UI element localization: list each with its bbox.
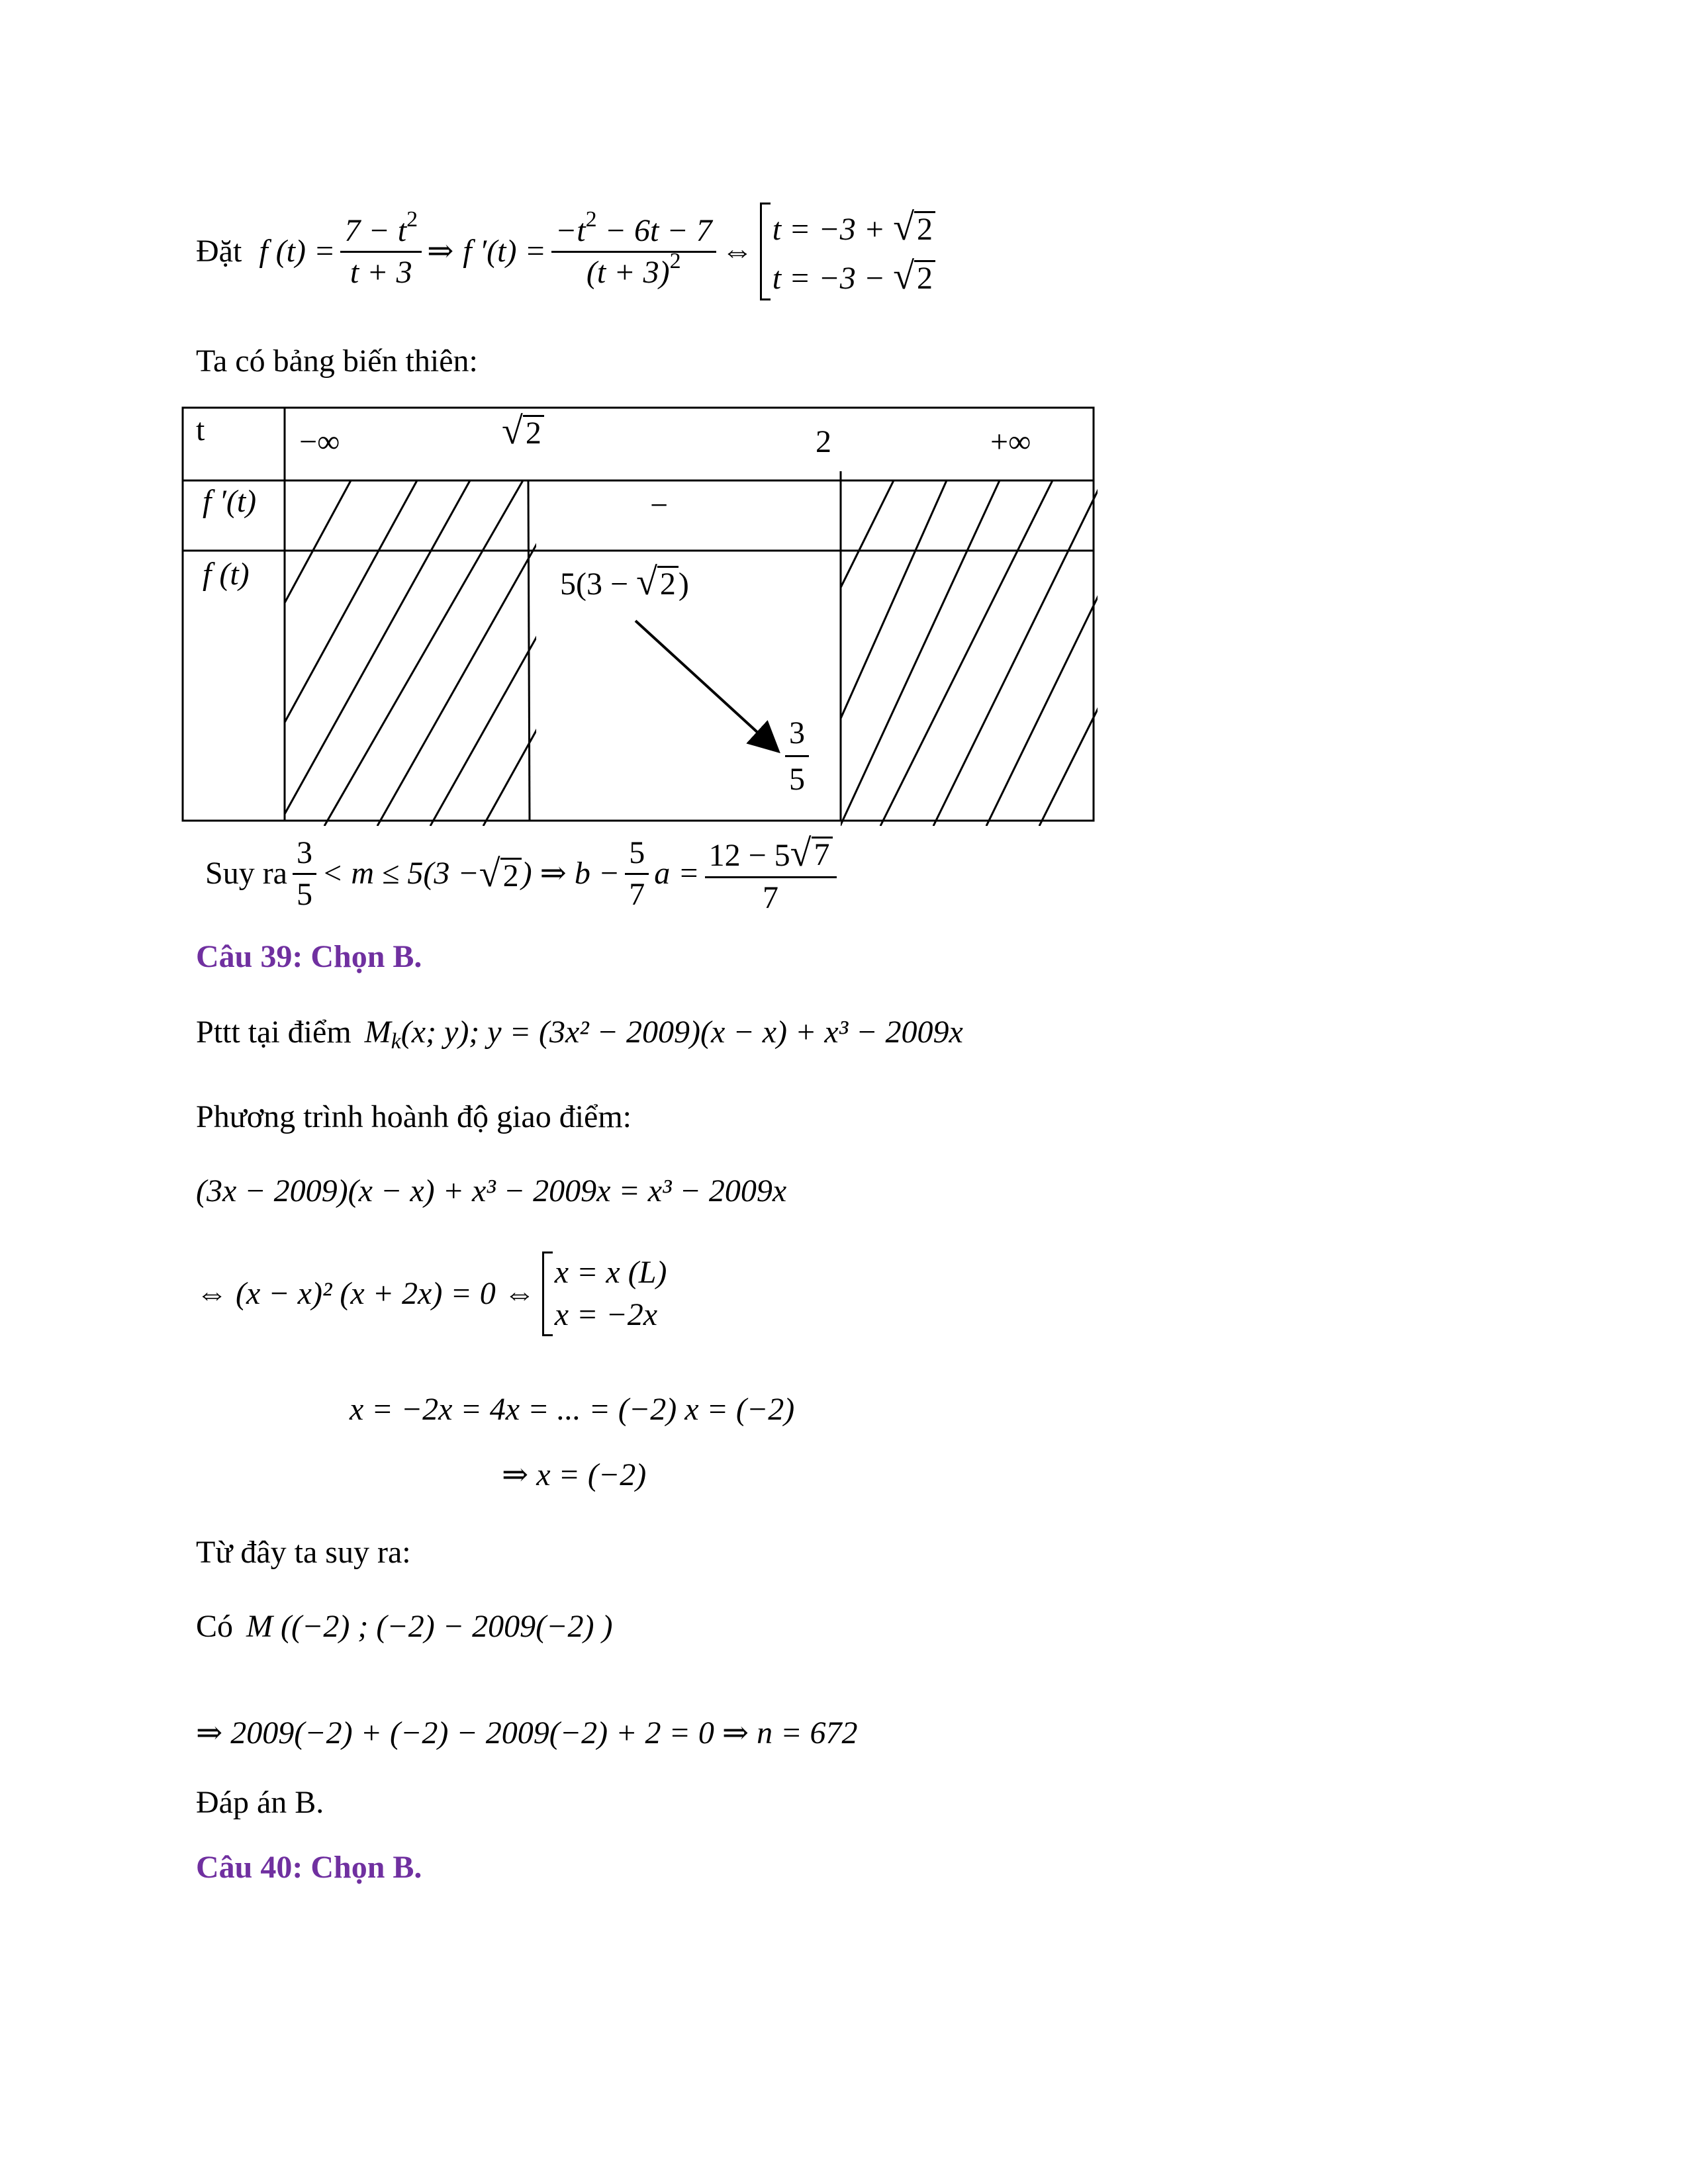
fraction-fprime: $\frac{-t^2 - 6t - 7}{(t + 3)^2}$: [551, 215, 716, 289]
decreasing-arrow: [635, 621, 774, 748]
tangent-equation: Pttt tại điểm M k (x; y); y = (3x² − 2009)(x − x) + x³ − 2009x: [196, 1015, 963, 1054]
question-40-heading: Câu 40: Chọn B.: [196, 1850, 422, 1885]
equiv-symbol: ⇔: [721, 234, 753, 269]
derivative-sign: −: [650, 488, 669, 523]
two-label: 2: [816, 424, 831, 459]
neg-infinity: −∞: [299, 424, 340, 459]
final-equation: ⇒ 2009(−2) + (−2) − 2009(−2) + 2 = 0 ⇒ n = 672: [196, 1715, 858, 1751]
recurrence-line: x = −2x = 4x = ... = (−2) x = (−2): [350, 1392, 795, 1427]
intersection-heading: Phương trình hoành độ giao điểm:: [196, 1099, 632, 1134]
row-label-f: f (t): [203, 557, 250, 592]
sqrt2-label: √ 2: [502, 412, 544, 451]
question-39-heading: Câu 39: Chọn B.: [196, 939, 422, 974]
row-label-t: t: [196, 412, 205, 447]
answer-text: Đáp án B.: [196, 1785, 324, 1820]
min-value: $\frac{3}{5}$: [785, 715, 809, 797]
general-term-line: ⇒ x = (−2): [502, 1457, 647, 1492]
dat-word: Đặt: [196, 234, 242, 269]
row-label-fprime: f ′(t): [203, 484, 257, 519]
intersection-equation: (3x − 2009)(x − x) + x³ − 2009x = x³ − 2009x: [196, 1173, 787, 1208]
deduce-text: Từ đây ta suy ra:: [196, 1535, 411, 1570]
max-value: 5(3 − √ 2 ): [560, 560, 689, 603]
f-lhs: f (t) =: [259, 234, 336, 269]
factored-equation: ⇔ (x − x)² (x + 2x) = 0 ⇔ x = x (L) x = −2x: [196, 1244, 667, 1343]
point-mn-line: Có M ((−2) ; (−2) − 2009(−2) ): [196, 1609, 613, 1644]
fraction-f: $\frac{7 - t^2}{t + 3}$: [340, 215, 422, 289]
solution-system: t = −3 + √ 2 t = −3 − √ 2: [760, 203, 935, 300]
pos-infinity: +∞: [990, 424, 1031, 459]
implies-symbol: ⇒: [427, 234, 454, 269]
variation-table: [179, 402, 1099, 826]
table-intro: Ta có bảng biến thiên:: [196, 343, 478, 379]
fprime-lhs: f ′(t) =: [463, 234, 546, 269]
conclusion-line: Suy ra $\frac{3}{5}$ < m ≤ 5(3 − √ 2 ) ⇒ b − $\frac{5}{7}$ a = 12 − 5 √ 7 7: [205, 827, 842, 920]
definition-line: [196, 199, 935, 304]
